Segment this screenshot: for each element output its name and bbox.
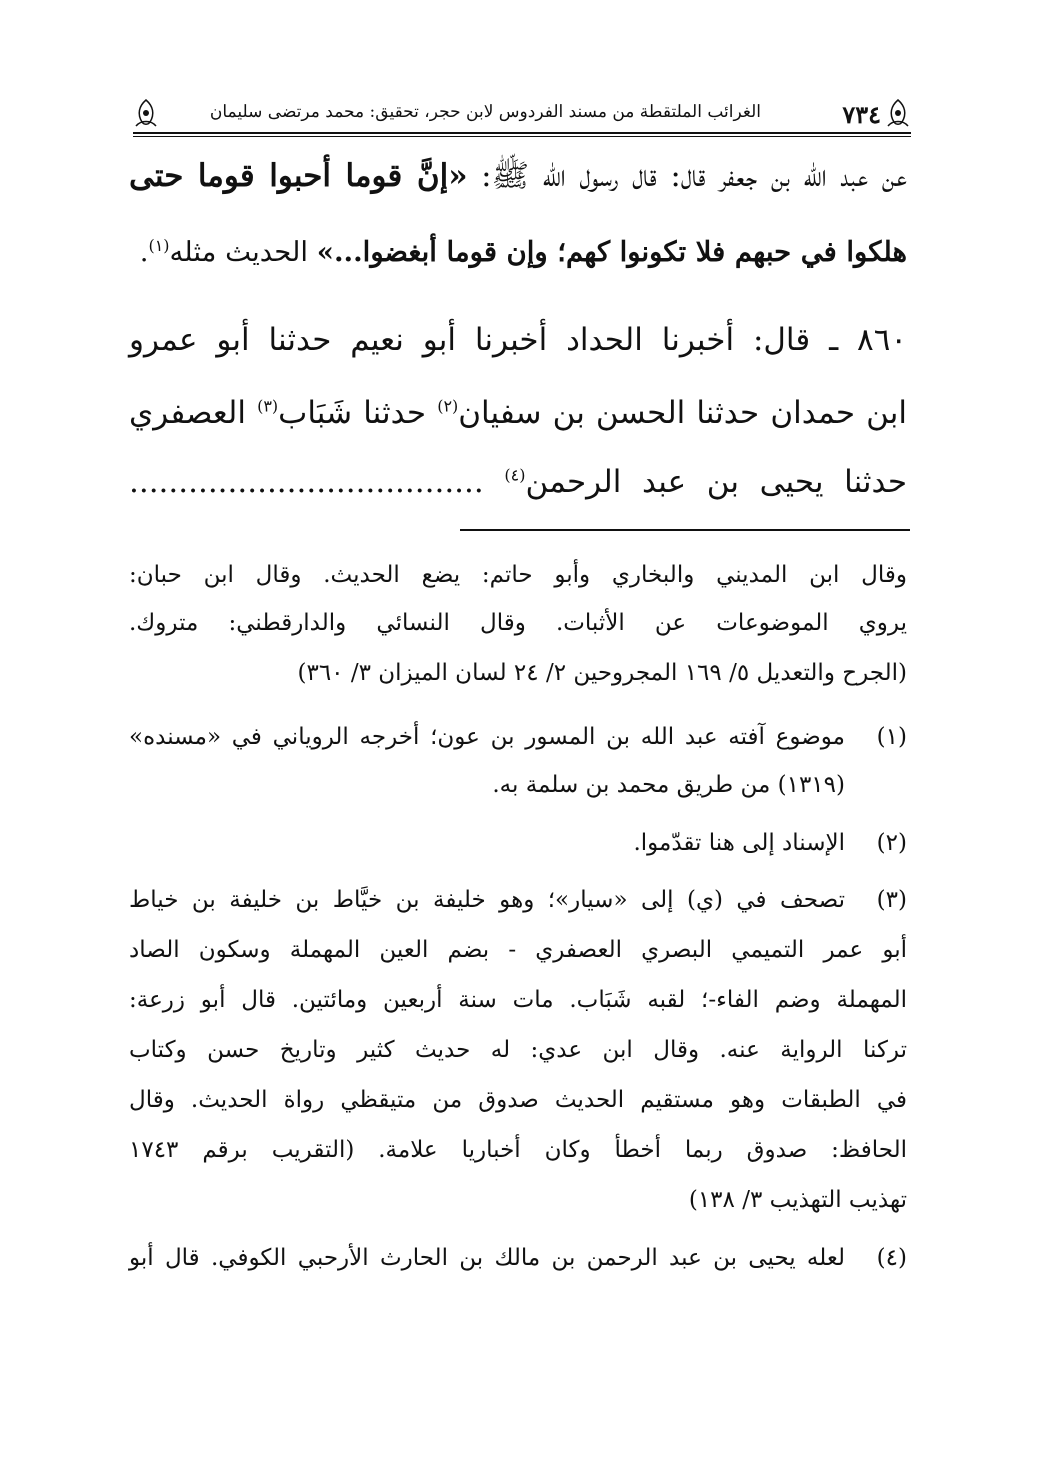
footnote-ref-3[interactable]: (٣): [257, 396, 279, 416]
ornament-icon: [885, 98, 911, 128]
text-run: العصفري: [129, 395, 246, 431]
footnote-number-4: (٤): [876, 1245, 907, 1271]
body-line-5: [129, 464, 907, 501]
footnote-4-line: لعله يحيى بن عبد الرحمن بن مالك بن الحارث الأرحبي الكوفي. قال أبو: [129, 1245, 845, 1271]
footnote-3-line: تركنا الرواية عنه. وقال ابن عدي: له حديث كثير وتاريخ حسن وكتاب: [129, 1037, 907, 1063]
page-header: [133, 96, 911, 140]
page-number: ٧٣٤: [842, 100, 881, 129]
text-run: حدثنا شَبَاب: [278, 395, 427, 431]
footnote-3-line: تهذيب التهذيب ٣/ ١٣٨): [688, 1187, 907, 1213]
text-run: .: [139, 236, 149, 268]
footnote-ref-1[interactable]: (١): [148, 235, 170, 255]
footnote-3-line: المهملة وضم الفاء-؛ لقبه شَبَاب. مات سنة أربعين ومائتين. قال أبو زرعة:: [129, 987, 907, 1013]
footnote-number-1: (١): [876, 724, 907, 750]
footnote-ref-4[interactable]: (٤): [504, 465, 526, 485]
footnote-separator: [460, 529, 910, 531]
body-line-1: [129, 158, 907, 195]
body-line-3: [129, 322, 907, 359]
ellipsis-dots: ....................................: [129, 464, 484, 500]
footnote-cont-line: وقال ابن المديني والبخاري وأبو حاتم: يضع الحديث. وقال ابن حبان:: [129, 562, 907, 588]
body-line-2: [129, 236, 907, 269]
text-run: الحديث مثله: [169, 236, 309, 268]
footnote-2-line: الإسناد إلى هنا تقدّموا.: [633, 830, 845, 856]
body-line-4: [129, 395, 907, 432]
footnote-3-line: تصحف في (ي) إلى «سيار»؛ وهو خليفة بن خيَّاط بن خليفة بن خياط: [129, 887, 845, 913]
footnote-3-line: أبو عمر التميمي البصري العصفري - بضم العين المهملة وسكون الصاد: [129, 937, 907, 963]
text-run: حدثنا يحيى بن عبد الرحمن: [525, 464, 907, 500]
ornament-icon: [133, 98, 159, 128]
footnote-cont-line: (الجرح والتعديل ٥/ ١٦٩ المجروحين ٢/ ٢٤ لسان الميزان ٣/ ٣٦٠): [297, 660, 907, 686]
footnote-1-line: (١٣١٩) من طريق محمد بن سلمة به.: [492, 772, 845, 798]
running-title: الغرائب الملتقطة من مسند الفردوس لابن حجر، تحقيق: محمد مرتضى سليمان: [209, 102, 761, 122]
header-rule-thin: [133, 136, 911, 137]
hadith-text: هلكوا في حبهم فلا تكونوا كهم؛ وإن قوما أبغضوا...»: [316, 236, 907, 268]
text-run: ٨٦٠ ـ قال: أخبرنا الحداد أخبرنا أبو نعيم حدثنا أبو عمرو: [129, 322, 907, 358]
footnote-number-2: (٢): [876, 830, 907, 856]
footnote-3-line: في الطبقات وهو مستقيم الحديث صدوق من متيقظي رواة الحديث. وقال: [129, 1087, 907, 1113]
footnote-1-line: موضوع آفته عبد الله بن المسور بن عون؛ أخرجه الروياني في «مسنده»: [129, 724, 845, 750]
text-run: ابن حمدان حدثنا الحسن بن سفيان: [458, 395, 907, 431]
hadith-text: «إنَّ قوما أحبوا قوما حتى: [129, 158, 468, 194]
footnote-cont-line: يروي الموضوعات عن الأثبات. وقال النسائي والدارقطني: متروك.: [129, 610, 907, 636]
footnote-3-line: الحافظ: صدوق ربما أخطأ وكان أخباريا علامة. (التقريب برقم ١٧٤٣: [129, 1137, 907, 1163]
header-rule: [133, 132, 911, 134]
footnote-ref-2[interactable]: (٢): [437, 396, 459, 416]
text-run: عن عبد الله بن جعفر قال: قال رسول الله ﷺ:: [481, 158, 908, 194]
footnote-number-3: (٣): [876, 887, 907, 913]
